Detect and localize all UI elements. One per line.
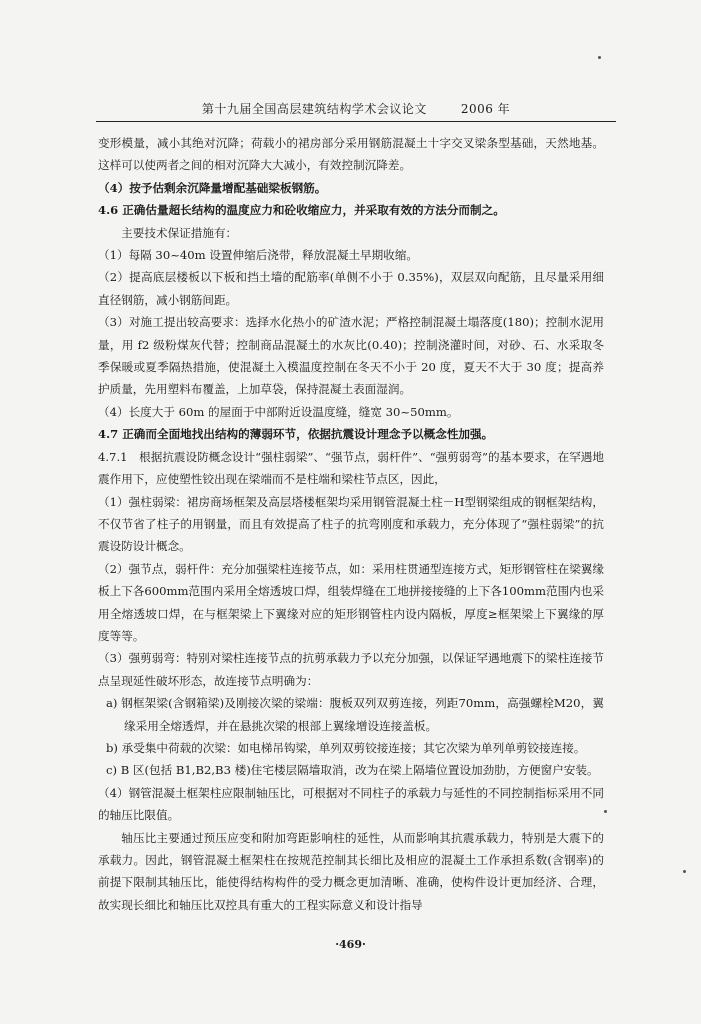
paragraph: a) 钢框架梁(含钢箱梁)及刚接次梁的梁端：腹板双列双剪连接，列距70mm，高强螺栓M20，翼缘采用全熔透焊，并在悬挑次梁的根部上翼缘增设连接盖板。 — [106, 696, 604, 733]
paragraph: （4）钢管混凝土框架柱应限制轴压比，可根据对不同柱子的承载力与延性的不同控制指标采用不同的轴压比限值。 — [98, 785, 604, 823]
paragraph: （1）每隔 30~40m 设置伸缩后浇带，释放混凝土早期收缩。 — [98, 248, 419, 263]
scan-speck — [598, 56, 601, 59]
paragraph: （3）强剪弱弯：特别对梁柱连接节点的抗剪承载力予以充分加强，以保证罕遇地震下的梁柱连接节点呈现延性破坏形态，故连接节点明确为： — [98, 651, 604, 688]
scan-speck — [683, 870, 686, 873]
paragraph: （4）按予估剩余沉降量增配基础梁板钢筋。 — [98, 180, 327, 195]
page-number: ·469· — [335, 938, 366, 951]
body-text — [98, 132, 604, 916]
header-year: 2006 年 — [460, 102, 511, 116]
header-title: 第十九届全国高层建筑结构学术会议论文 — [201, 102, 427, 116]
paragraph: c) B 区(包括 B1,B2,B3 楼)住宅楼层隔墙取消，改为在梁上隔墙位置设加劲肋，方便窗户安装。 — [106, 763, 599, 778]
paragraph: （2）提高底层楼板以下板和挡土墙的配筋率(单侧不小于 0.35%)，双层双向配筋，且尽量采用细直径钢筋，减小钢筋间距。 — [98, 270, 604, 307]
paragraph: 变形模量，减小其绝对沉降；荷载小的裙房部分采用钢筋混凝土十字交叉梁条型基础，天然地基。这样可以使两者之间的相对沉降大大减小，有效控制沉降差。 — [98, 136, 604, 173]
scan-speck — [604, 810, 607, 813]
paragraph: 主要技术保证措施有： — [121, 225, 238, 240]
paragraph: 4.7.1 根据抗震设防概念设计“强柱弱梁”、“强节点，弱杆件”、“强剪弱弯”的基本要求，在罕遇地震作用下，应使塑性铰出现在梁端而不是柱端和梁柱节点区，因此， — [98, 449, 604, 487]
paragraph: 轴压比主要通过预压应变和附加弯距影响柱的延性，从而影响其抗震承载力，特别是大震下的承载力。因此，钢管混凝土框架柱在按规范控制其长细比及相应的混凝土工作承担系数(含钢率)的前提下限制其轴压比，能使得结构构件的受力概念更加清晰、准确，使构件设计更加经济、合理，故实现长细比和轴压比双控具有重大的工程实际意义和设计指导 — [98, 830, 604, 912]
paragraph: 4.6 正确估量超长结构的温度应力和砼收缩应力，并采取有效的方法分而制之。 — [98, 203, 505, 218]
paragraph: （3）对施工提出较高要求：选择水化热小的矿渣水泥；严格控制混凝土塌落度(180)；控制水泥用量，用 f2 级粉煤灰代替；控制商品混凝土的水灰比(0.40)；控制浇灌时间，对砂、石、水采取冬季保暖或夏季隔热措施，使混凝土入模温度控制在冬天不小于 20 度，夏天不大于 30 度；提高养护质量，先用塑料布覆盖，上加草袋，保持混凝土表面湿润。 — [98, 315, 604, 397]
running-header — [96, 100, 616, 122]
paragraph: 4.7 正确而全面地找出结构的薄弱环节，依据抗震设计理念予以概念性加强。 — [98, 427, 494, 442]
paragraph: （2）强节点，弱杆件：充分加强梁柱连接节点，如：采用柱贯通型连接方式，矩形钢管柱在梁翼缘板上下各600mm范围内采用全熔透坡口焊，组装焊缝在工地拼接接缝的上下各100mm范围内也采用全熔透坡口焊，在与框架梁上下翼缘对应的矩形钢管柱内设内隔板，厚度≥框架梁上下翼缘的厚度等等。 — [98, 561, 604, 643]
paragraph: （4）长度大于 60m 的屋面于中部附近设温度缝，缝宽 30~50mm。 — [98, 404, 459, 419]
paragraph: b) 承受集中荷载的次梁：如电梯吊钩梁，单列双剪铰接连接；其它次梁为单列单剪铰接连接。 — [106, 740, 586, 755]
paragraph: （1）强柱弱梁：裙房商场框架及高层塔楼框架均采用钢管混凝土柱－H型钢梁组成的钢框架结构，不仅节省了柱子的用钢量，而且有效提高了柱子的抗弯刚度和承载力，充分体现了“强柱弱梁”的抗震设防设计概念。 — [98, 494, 604, 554]
